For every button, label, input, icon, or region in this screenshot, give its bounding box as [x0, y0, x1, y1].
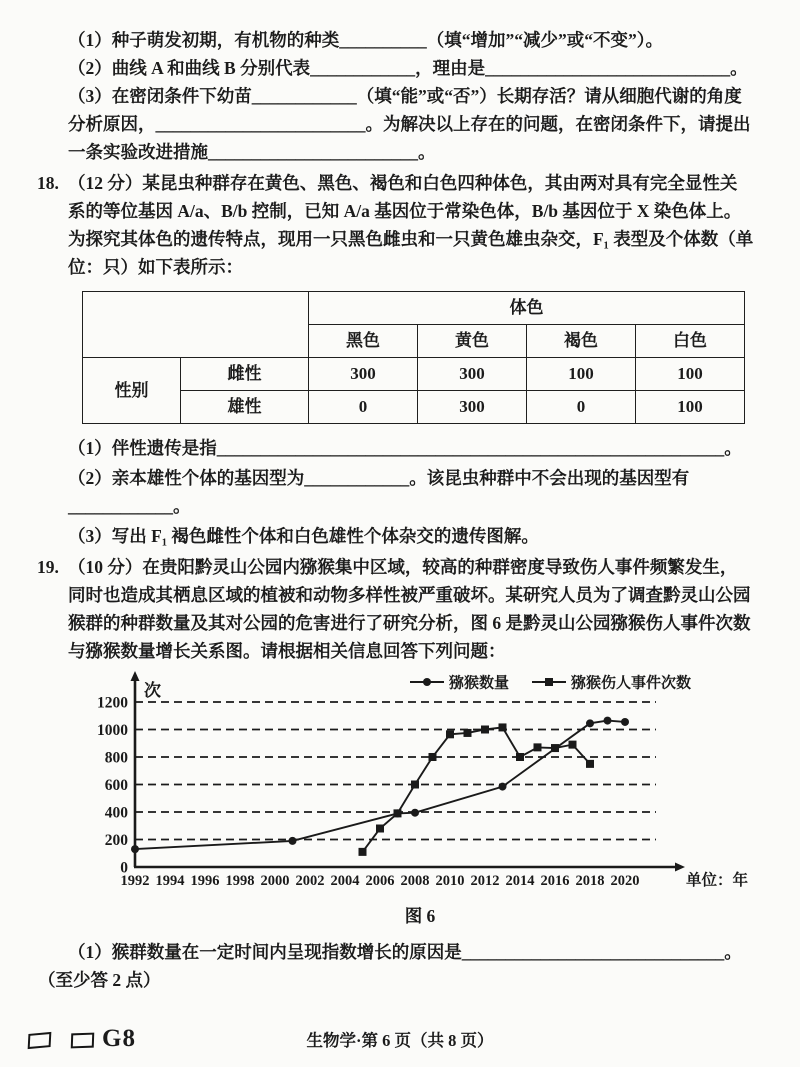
svg-text:1996: 1996: [190, 873, 220, 889]
svg-text:1998: 1998: [225, 873, 255, 889]
svg-text:单位：年: 单位：年: [686, 872, 749, 889]
q17-item-1: （1）种子萌发初期，有机物的种类__________（填“增加”“减少”或“不变”）。: [68, 30, 663, 50]
figure-caption: 图 6: [404, 906, 436, 926]
page-footer: [0, 1023, 800, 1057]
cell-male-white: 100: [636, 391, 745, 424]
svg-text:2016: 2016: [540, 873, 570, 889]
svg-text:1000: 1000: [97, 722, 128, 739]
svg-text:600: 600: [104, 777, 128, 794]
svg-text:1992: 1992: [120, 873, 150, 889]
question-18-number: 18.: [37, 173, 59, 193]
q18-item-1: （1）伴性遗传是指__________________________________________________________。: [68, 438, 742, 458]
cell-male-yellow: 300: [418, 391, 527, 424]
svg-text:2006: 2006: [365, 873, 395, 889]
q18-item-2: （2）亲本雄性个体的基因型为____________。该昆虫种群中不会出现的基因型有____________。: [68, 468, 690, 516]
table-corner-cell: [83, 292, 309, 358]
svg-text:2002: 2002: [295, 873, 325, 889]
svg-text:2020: 2020: [610, 873, 640, 889]
cell-male-brown: 0: [527, 391, 636, 424]
table-row-female: [83, 358, 745, 391]
table-header-bodycolor: 体色: [309, 292, 745, 325]
cell-female-yellow: 300: [418, 358, 527, 391]
svg-text:猕猴数量: 猕猴数量: [449, 675, 510, 692]
svg-text:2010: 2010: [435, 873, 465, 889]
svg-text:猕猴伤人事件次数: 猕猴伤人事件次数: [571, 675, 692, 692]
question17-items: [68, 26, 754, 166]
paper-code: G8: [102, 1025, 136, 1052]
svg-text:800: 800: [104, 749, 128, 767]
phenotype-table: [82, 291, 745, 424]
cell-female-brown: 100: [527, 358, 636, 391]
question-19-stem: （10 分）在贵阳黔灵山公园内猕猴集中区域，较高的种群密度导致伤人事件频繁发生，同时也造成其栖息区域的植被和动物多样性被严重破坏。某研究人员为了调查黔灵山公园猴群的种群数量及其对公园的危害进行了研究分析，图 6 是黔灵山公园猕猴伤人事件次数与猕猴数量增长关系图。请根据相关信息回答下列问题：: [68, 557, 751, 661]
q19-item-note: （至少答 2 点）: [38, 970, 161, 990]
q17-item-3: （3）在密闭条件下幼苗____________（填“能”或“否”）长期存活？请从细胞代谢的角度分析原因，________________________。为解决以上存在的问题，在密闭条件下，请提出一条实验改进措施________________________。: [68, 86, 751, 162]
svg-text:2012: 2012: [470, 873, 500, 889]
svg-text:2000: 2000: [260, 873, 290, 889]
svg-text:1994: 1994: [155, 873, 185, 889]
col-header-yellow: 黄色: [418, 325, 527, 358]
q19-item-1: （1）猴群数量在一定时间内呈现指数增长的原因是______________________________。: [68, 942, 742, 962]
table-row-male: [83, 391, 745, 424]
macaque-chart: [80, 670, 760, 894]
col-header-brown: 褐色: [527, 325, 636, 358]
question-18: [37, 169, 754, 550]
svg-text:400: 400: [104, 804, 128, 822]
svg-text:次: 次: [144, 681, 161, 700]
svg-text:1200: 1200: [97, 694, 128, 712]
q18-item-3: （3）写出 F₁ 褐色雌性个体和白色雄性个体杂交的遗传图解。: [68, 526, 539, 546]
svg-text:2014: 2014: [505, 873, 535, 889]
q17-item-2: （2）曲线 A 和曲线 B 分别代表____________，理由是____________________________。: [68, 58, 748, 78]
question-18-stem: （12 分）某昆虫种群存在黄色、黑色、褐色和白色四种体色，其由两对具有完全显性关系的等位基因 A/a、B/b 控制，已知 A/a 基因位于常染色体，B/b 基因位于 X 染色体上。为探究其体色的遗传特点，现用一只黑色雌虫和一只黄色雄虫杂交，F₁ 表型及个体数（单位：只）如下表所示：: [68, 173, 754, 277]
page-number: 生物学·第 6 页（共 8 页）: [306, 1031, 494, 1050]
svg-text:2018: 2018: [575, 873, 605, 889]
svg-text:0: 0: [120, 859, 128, 877]
col-header-black: 黑色: [309, 325, 418, 358]
question-19: [37, 553, 754, 994]
figure-6: [80, 670, 754, 902]
cell-female-white: 100: [636, 358, 745, 391]
row-label-male: 雄性: [181, 391, 309, 424]
cell-female-black: 300: [309, 358, 418, 391]
svg-text:200: 200: [104, 832, 128, 849]
table-row: [83, 292, 745, 325]
svg-text:2004: 2004: [330, 873, 360, 889]
svg-text:2008: 2008: [400, 873, 430, 889]
row-group-sex: 性别: [83, 358, 181, 424]
cell-male-black: 0: [309, 391, 418, 424]
row-label-female: 雌性: [181, 358, 309, 391]
col-header-white: 白色: [636, 325, 745, 358]
question-19-number: 19.: [37, 557, 59, 577]
